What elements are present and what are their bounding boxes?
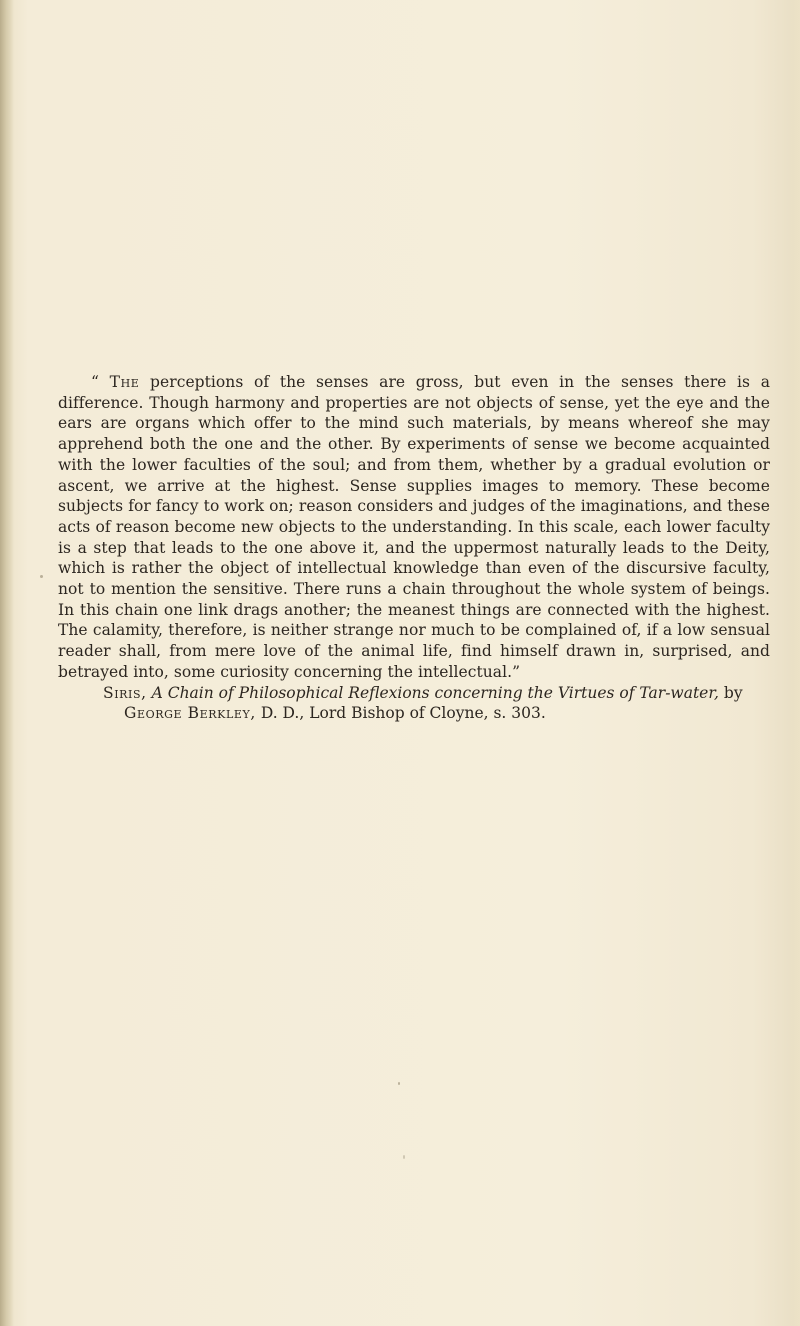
citation-work-short: Siris, [103,683,147,702]
epigraph-block [58,372,770,724]
page-binding-shadow [0,0,14,1326]
paper-speck [403,1155,405,1159]
epigraph-citation [79,683,770,724]
citation-by: by [718,683,743,702]
opening-quote-mark: “ [91,373,110,391]
paper-speck [40,575,43,578]
citation-work-title: A Chain of Philosophical Reflexions concerning the Virtues of Tar-water, [151,683,719,702]
epigraph-quote [58,372,770,683]
quote-body: perceptions of the senses are gross, but even in the senses there is a difference. Though harmony and properties are not objects of sense, yet the eye and the ears are organs which offer to the mind such materials, by means whereof she may apprehend both the one and the other. By experiments of sense we become acquainted with the lower faculties of the soul; and from them, whether by a gradual evolution or ascent, we arrive at the highest. Sense supplies images to memory. These become subjects for fancy to work on; reason considers and judges of the imaginations, and these acts of reason become new objects to the understanding. In this scale, each lower faculty is a step that leads to the one above it, and the uppermost naturally leads to the Deity, which is rather the object of intellectual knowledge than even of the discursive faculty, not to mention the sensitive. There runs a chain throughout the whole system of beings. In this chain one link drags another; the meanest things are connected with the highest. The calamity, therefore, is neither strange nor much to be complained of, if a low sensual reader shall, from mere love of the animal life, find himself drawn in, surprised, and betrayed into, some curiosity concerning the intellectual.” [58,373,770,681]
citation-author-suffix: D. D., Lord Bishop of Cloyne, s. 303. [255,704,546,723]
paper-speck [398,1082,400,1085]
quote-first-word: The [109,373,140,391]
page-right-edge [788,0,800,1326]
citation-author: George Berkley, [124,704,256,723]
